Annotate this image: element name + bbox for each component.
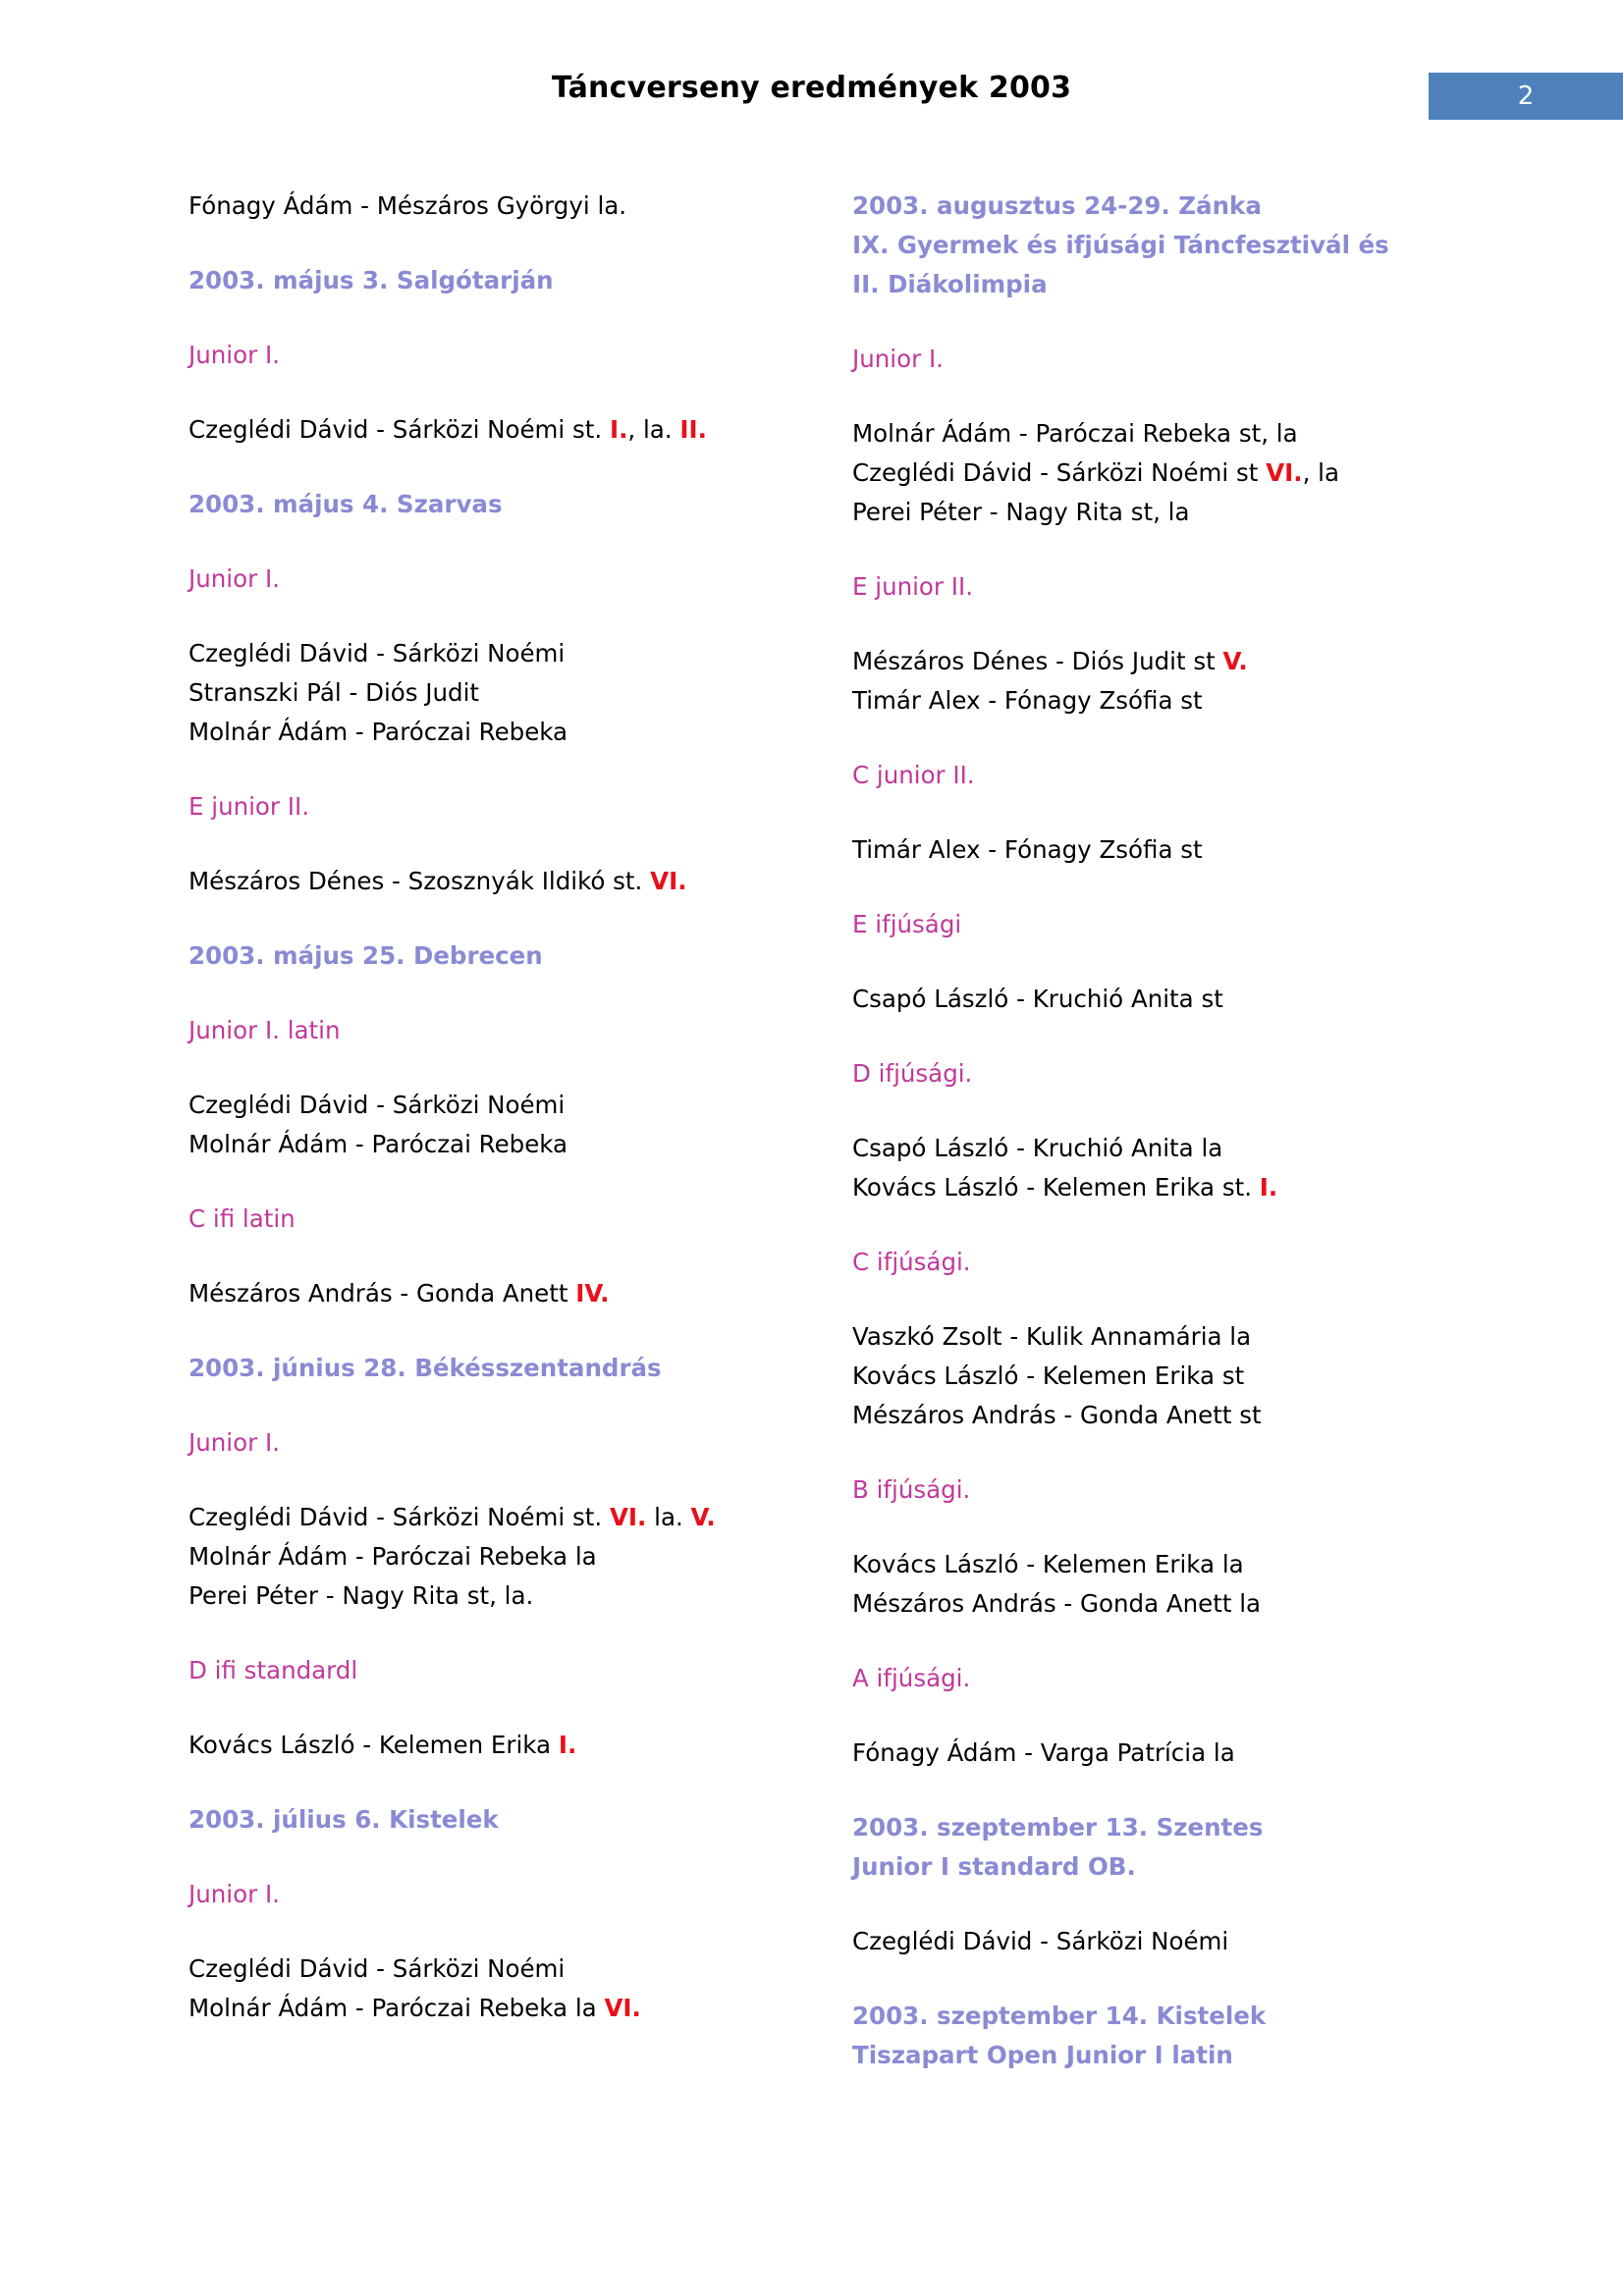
page-title: Táncverseny eredmények 2003 bbox=[551, 71, 1072, 105]
category-heading: E junior II. bbox=[189, 792, 310, 821]
event-heading: 2003. augusztus 24-29. Zánka bbox=[852, 191, 1262, 220]
event-heading: 2003. május 25. Debrecen bbox=[189, 941, 543, 970]
category-heading: A ifjúsági. bbox=[852, 1664, 971, 1692]
category-heading: B ifjúsági. bbox=[852, 1475, 971, 1504]
event-heading: Tiszapart Open Junior I latin bbox=[852, 2041, 1233, 2069]
result-line: Czeglédi Dávid - Sárközi Noémi bbox=[852, 1927, 1229, 1955]
result-text-mid: , la. bbox=[627, 415, 680, 444]
category-heading: E junior II. bbox=[852, 572, 974, 601]
rank-value: IV. bbox=[575, 1279, 610, 1308]
category-heading: Junior I. bbox=[189, 1880, 280, 1908]
rank-value: V. bbox=[1222, 647, 1248, 675]
result-line bbox=[189, 1498, 716, 1537]
result-text: Kovács László - Kelemen Erika st. bbox=[852, 1173, 1260, 1201]
result-line: Csapó László - Kruchió Anita la bbox=[852, 1134, 1223, 1162]
result-line: Czeglédi Dávid - Sárközi Noémi bbox=[189, 1954, 566, 1983]
content-columns bbox=[0, 187, 1623, 2075]
result-text-mid: la. bbox=[646, 1503, 691, 1531]
result-text-mid: , la bbox=[1302, 458, 1339, 487]
category-heading: C ifjúsági. bbox=[852, 1248, 971, 1276]
result-text: Mészáros András - Gonda Anett bbox=[189, 1279, 576, 1308]
result-line: Csapó László - Kruchió Anita st bbox=[852, 985, 1223, 1013]
result-text: Molnár Ádám - Paróczai Rebeka la bbox=[189, 1994, 605, 2022]
category-heading: C ifi latin bbox=[189, 1204, 296, 1233]
rank-value: V. bbox=[690, 1503, 716, 1531]
result-line: Czeglédi Dávid - Sárközi Noémi bbox=[189, 1091, 566, 1119]
result-text: Mészáros Dénes - Diós Judit st bbox=[852, 647, 1223, 675]
result-line bbox=[189, 1989, 677, 2028]
result-line bbox=[189, 862, 687, 901]
result-line: Czeglédi Dávid - Sárközi Noémi bbox=[189, 639, 566, 667]
rank-value: II. bbox=[679, 415, 707, 444]
right-column bbox=[677, 187, 1623, 2075]
result-line bbox=[852, 1168, 1623, 1207]
event-heading: Junior I standard OB. bbox=[852, 1852, 1136, 1881]
category-heading: Junior I. bbox=[189, 564, 280, 593]
category-heading: Junior I. bbox=[189, 341, 280, 369]
result-line: Timár Alex - Fónagy Zsófia st bbox=[852, 686, 1203, 715]
result-line: Molnár Ádám - Paróczai Rebeka st, la bbox=[852, 419, 1298, 448]
result-line: Molnár Ádám - Paróczai Rebeka bbox=[189, 1130, 568, 1158]
rank-value: VI. bbox=[609, 1503, 647, 1531]
rank-value: VI. bbox=[650, 867, 687, 895]
result-line bbox=[189, 410, 707, 450]
result-line bbox=[852, 642, 1623, 681]
page-header bbox=[0, 0, 1623, 128]
result-line: Molnár Ádám - Paróczai Rebeka bbox=[189, 718, 568, 746]
category-heading: Junior I. bbox=[852, 345, 944, 373]
category-heading: C junior II. bbox=[852, 761, 975, 789]
result-line: Mészáros András - Gonda Anett la bbox=[852, 1589, 1262, 1618]
page-number: 2 bbox=[1517, 81, 1535, 111]
result-line: Kovács László - Kelemen Erika la bbox=[852, 1550, 1244, 1578]
category-heading: Junior I. latin bbox=[189, 1016, 341, 1044]
result-line bbox=[189, 1726, 677, 1765]
rank-value: I. bbox=[609, 415, 628, 444]
event-heading: 2003. július 6. Kistelek bbox=[189, 1805, 499, 1834]
result-line: Molnár Ádám - Paróczai Rebeka la bbox=[189, 1542, 597, 1571]
event-heading: 2003. szeptember 14. Kistelek bbox=[852, 2002, 1267, 2030]
event-heading: 2003. szeptember 13. Szentes bbox=[852, 1813, 1264, 1842]
category-heading: Junior I. bbox=[189, 1428, 280, 1457]
event-heading: 2003. június 28. Békésszentandrás bbox=[189, 1354, 662, 1382]
event-heading: IX. Gyermek és ifjúsági Táncfesztivál és bbox=[852, 231, 1389, 259]
result-text: Kovács László - Kelemen Erika bbox=[189, 1731, 559, 1759]
result-line: Vaszkó Zsolt - Kulik Annamária la bbox=[852, 1322, 1252, 1351]
result-line: Fónagy Ádám - Varga Patrícia la bbox=[852, 1738, 1235, 1767]
event-heading: II. Diákolimpia bbox=[852, 270, 1048, 298]
rank-value: VI. bbox=[1266, 458, 1303, 487]
result-text: Mészáros Dénes - Szosznyák Ildikó st. bbox=[189, 867, 651, 895]
result-line bbox=[852, 454, 1623, 493]
left-column bbox=[0, 187, 716, 2075]
category-heading: D ifjúsági. bbox=[852, 1059, 973, 1088]
result-text: Czeglédi Dávid - Sárközi Noémi st. bbox=[189, 415, 610, 444]
event-heading: 2003. május 3. Salgótarján bbox=[189, 266, 554, 294]
result-line: Fónagy Ádám - Mészáros Györgyi la. bbox=[189, 191, 627, 220]
category-heading: D ifi standardl bbox=[189, 1656, 358, 1684]
result-text: Czeglédi Dávid - Sárközi Noémi st. bbox=[189, 1503, 610, 1531]
category-heading: E ifjúsági bbox=[852, 910, 962, 938]
rank-value: I. bbox=[1259, 1173, 1278, 1201]
result-line: Mészáros András - Gonda Anett st bbox=[852, 1401, 1262, 1429]
rank-value: I. bbox=[558, 1731, 577, 1759]
result-text: Czeglédi Dávid - Sárközi Noémi st bbox=[852, 458, 1267, 487]
event-heading: 2003. május 4. Szarvas bbox=[189, 490, 503, 518]
result-line: Timár Alex - Fónagy Zsófia st bbox=[852, 835, 1203, 864]
result-line bbox=[189, 1274, 677, 1313]
result-line: Kovács László - Kelemen Erika st bbox=[852, 1362, 1245, 1390]
page-number-badge bbox=[1429, 73, 1623, 120]
result-line: Stranszki Pál - Diós Judit bbox=[189, 678, 480, 707]
result-line: Perei Péter - Nagy Rita st, la. bbox=[189, 1581, 534, 1610]
rank-value: VI. bbox=[604, 1994, 641, 2022]
result-line: Perei Péter - Nagy Rita st, la bbox=[852, 498, 1190, 526]
